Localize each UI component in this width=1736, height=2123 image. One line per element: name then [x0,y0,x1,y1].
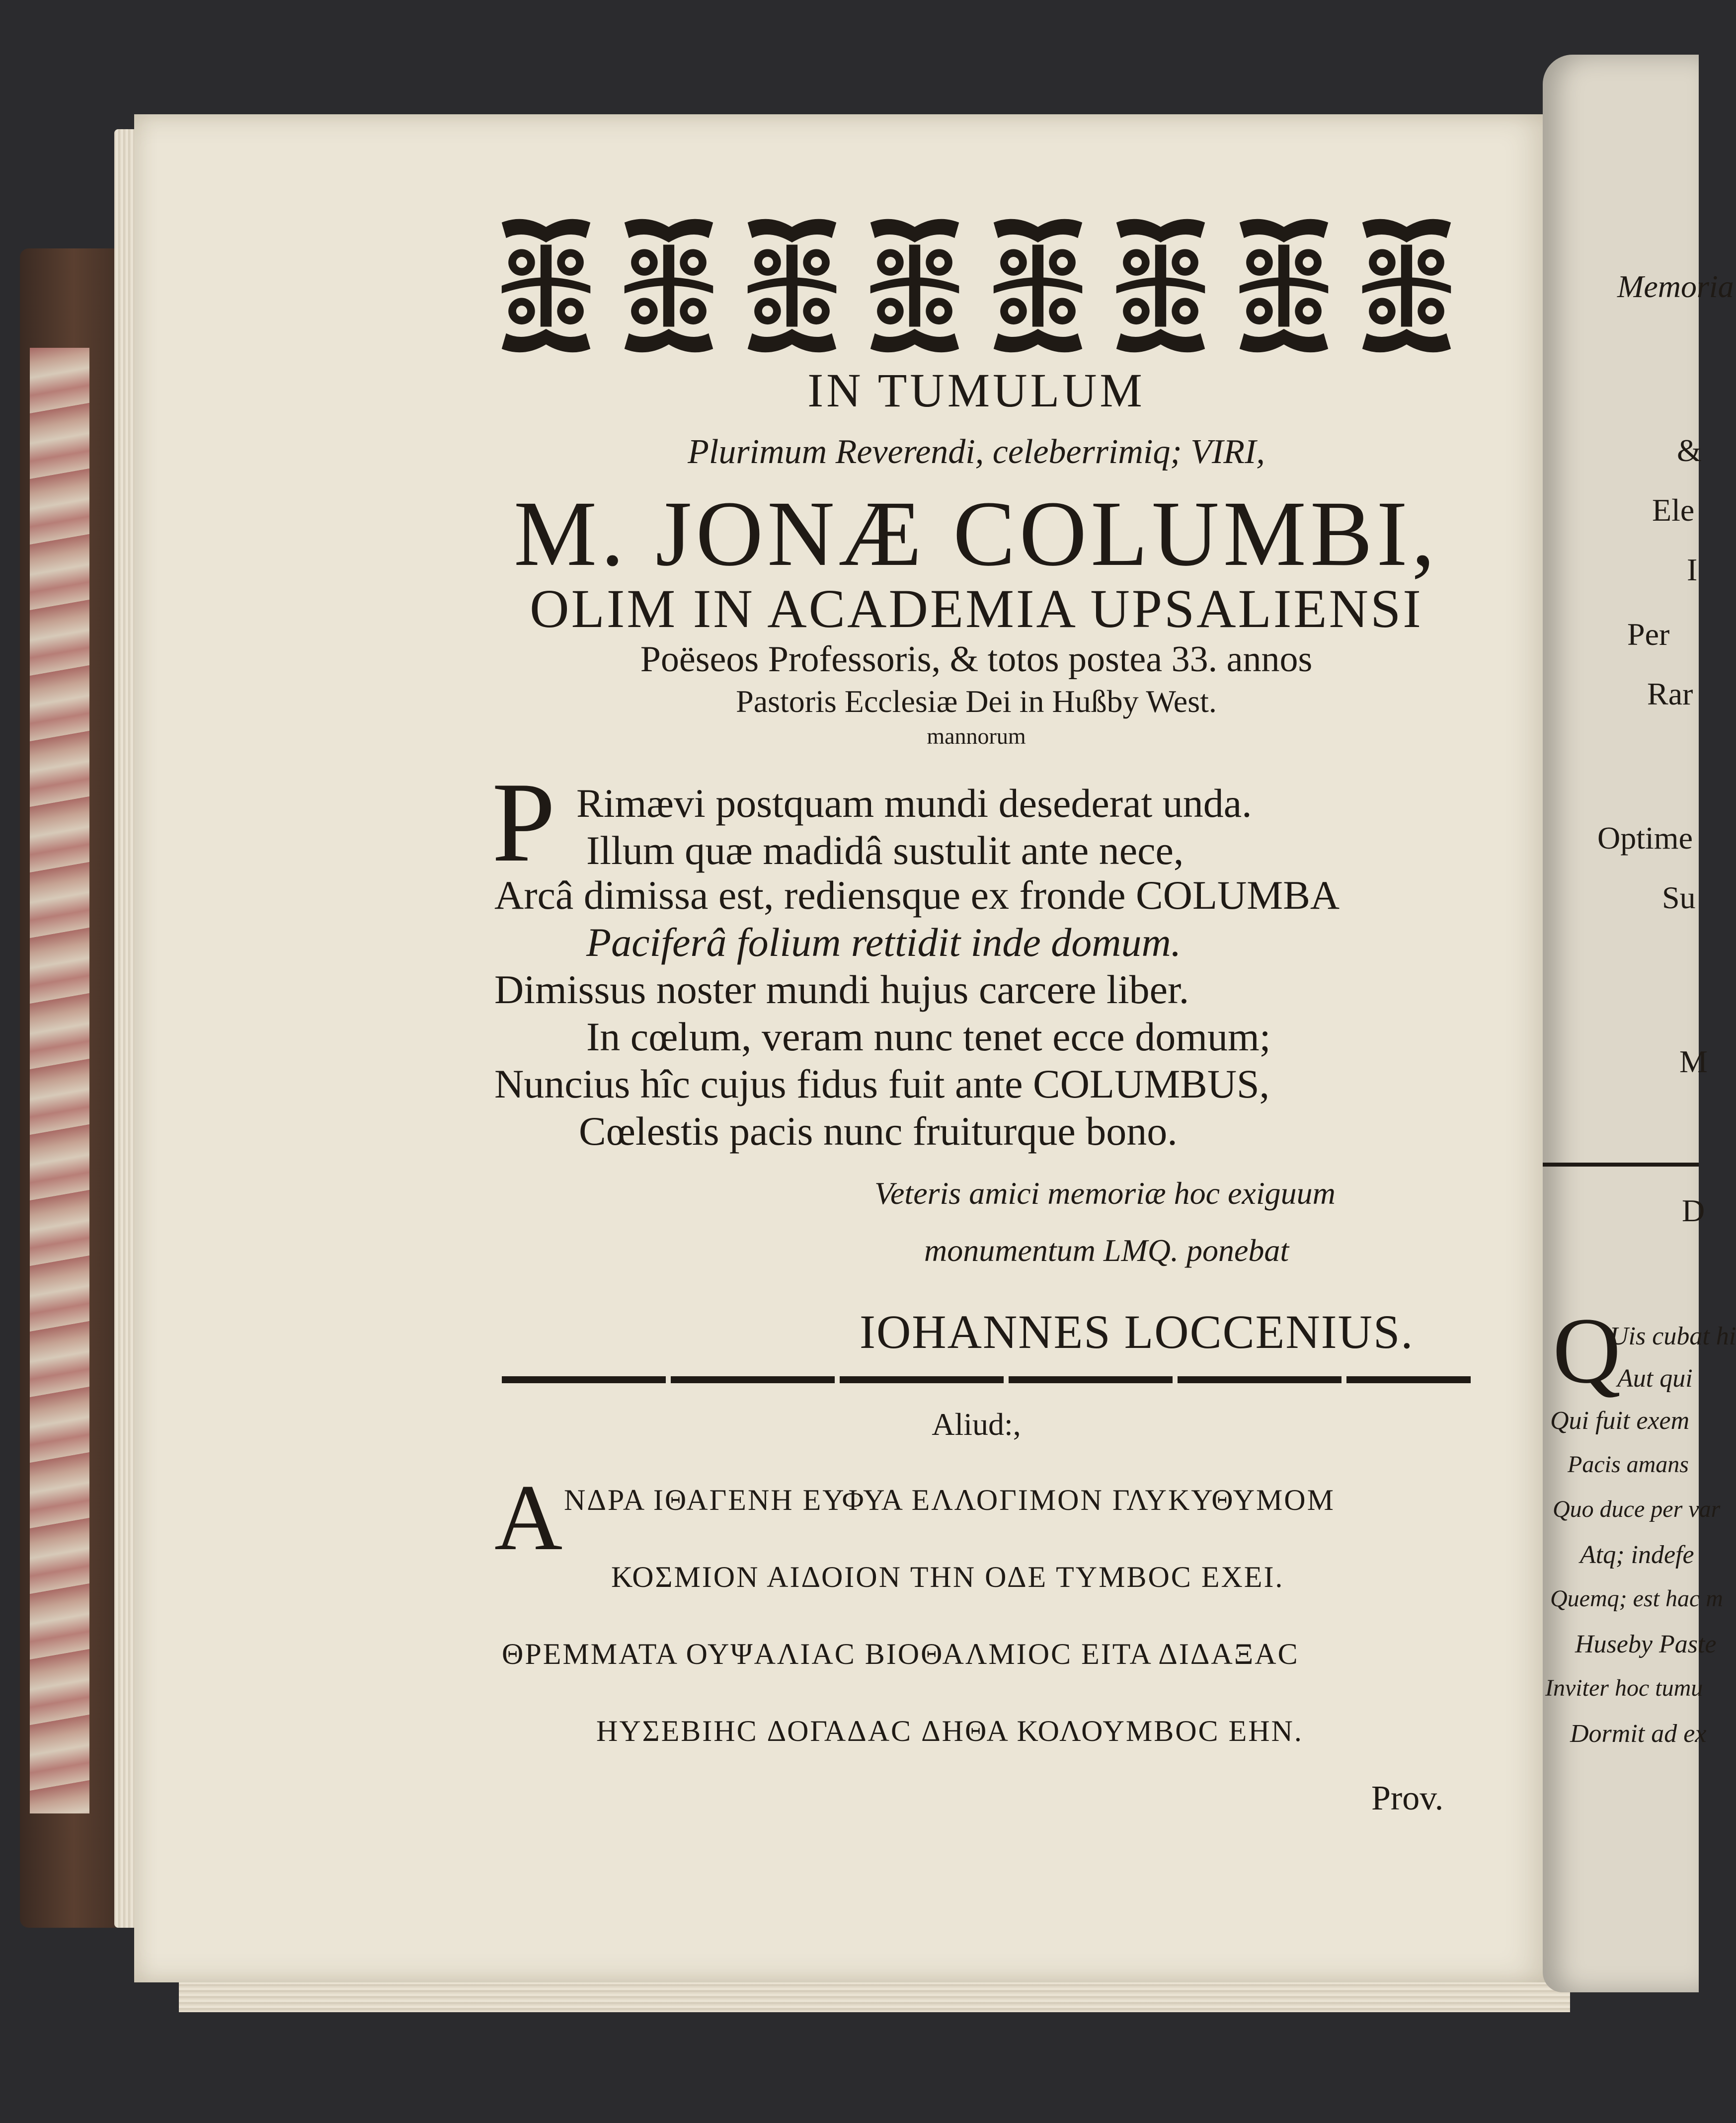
professor-line: Poëseos Professoris, & totos postea 33. annos [640,639,1313,680]
next-page-line: Dormit ad ex [1570,1720,1707,1748]
next-page-line: Quo duce per var [1553,1496,1721,1522]
poem-line: Rimævi postquam mundi desederat unda. [576,781,1252,826]
fleuron-ornament-icon [1227,214,1341,358]
ornament-band [489,214,1463,358]
poem-line: Arcâ dimissa est, rediensque ex fronde COLUMBA [494,872,1340,918]
author-name: IOHANNES LOCCENIUS. [860,1305,1414,1358]
poem-line: Nuncius hîc cujus fidus fuit ante COLUMBUS, [494,1061,1270,1106]
greek-line: ΝΔΡΑ ΙΘΑΓΕΝΗ ΕΥΦΥΑ ΕΛΛΟΓΙΜΟΝ ΓΛΥΚΥΘΥΜΟΜ [564,1484,1335,1516]
next-page-line: Quemq; est hac m [1550,1585,1723,1612]
next-page-line: Aut qui [1617,1364,1693,1393]
next-page-line: Optime [1597,820,1693,856]
next-page-line: Memoria [1617,269,1734,304]
marginal-note: mannorum [927,723,1026,749]
next-page-line: Uis cubat hi [1610,1322,1736,1350]
poem-line: Dimissus noster mundi hujus carcere liber. [494,967,1189,1012]
fleuron-ornament-icon [489,214,603,358]
fleuron-ornament-icon [612,214,725,358]
next-page-line: Atq; indefe [1580,1541,1694,1569]
signature-line: Veteris amici memoriæ hoc exiguum [874,1176,1336,1211]
next-page-dropcap: Q [1553,1299,1621,1403]
fleuron-ornament-icon [1350,214,1463,358]
next-page-line: Huseby Paste [1575,1630,1717,1658]
right-page-fragment [1543,55,1736,1992]
next-page-line: M [1679,1044,1708,1079]
office-line: OLIM IN ACADEMIA UPSALIENSI [530,578,1423,639]
poem-line: Cœlestis pacis nunc fruiturque bono. [579,1108,1178,1154]
marbled-endpaper [30,348,89,1813]
poem-line: Paciferâ folium rettidit inde domum. [586,920,1182,965]
next-page-line: Per [1627,617,1670,652]
fleuron-ornament-icon [1104,214,1217,358]
catchword: Prov. [1371,1779,1444,1817]
pastor-line: Pastoris Ecclesiæ Dei in Hußby West. [736,684,1217,719]
next-page-rule [1543,1163,1699,1167]
next-page-line: Rar [1647,676,1693,711]
fleuron-ornament-icon [981,214,1095,358]
aliud-heading: Aliud:, [932,1407,1021,1442]
next-page-line: Pacis amans [1568,1451,1689,1478]
dedication-line: Plurimum Reverendi, celeberrimiq; VIRI, [688,433,1265,471]
fleuron-ornament-icon [858,214,971,358]
greek-line: ΚΟΣΜΙΟΝ ΑΙΔΟΙΟΝ ΤΗΝ ΟΔΕ ΤΥΜΒΟC ΕΧΕΙ. [611,1561,1284,1593]
poem-line: In cœlum, veram nunc tenet ecce domum; [586,1014,1271,1059]
next-page-line: Inviter hoc tumu [1545,1675,1703,1701]
next-page-line: D [1682,1193,1705,1228]
page-heading: IN TUMULUM [807,364,1145,417]
drop-cap: P [492,759,555,885]
greek-line: ΗΥΣΕΒΙΗC ΔΟΓΑΔΑC ΔΗΘΑ ΚΟΛΟΥΜΒΟC ΕΗΝ. [596,1715,1303,1747]
signature-line: monumentum LMQ. ponebat [924,1233,1289,1268]
honoree-name: M. JONÆ COLUMBI, [514,481,1439,585]
next-page-line: & [1677,433,1702,468]
next-page-line: Su [1662,880,1696,915]
next-page-line: Qui fuit exem [1550,1407,1690,1435]
drop-cap: A [494,1466,563,1570]
fleuron-ornament-icon [735,214,849,358]
section-rule [502,1376,1471,1383]
greek-line: ΘΡΕΜΜΑΤΑ ΟΥΨΑΛΙΑC ΒΙΟΘΑΛΜΙΟC ΕΙΤΑ ΔΙΔΑΞΑC [502,1638,1299,1670]
next-page-line: I [1687,552,1698,587]
poem-line: Illum quæ madidâ sustulit ante nece, [586,828,1184,873]
next-page-line: Ele [1652,492,1695,528]
